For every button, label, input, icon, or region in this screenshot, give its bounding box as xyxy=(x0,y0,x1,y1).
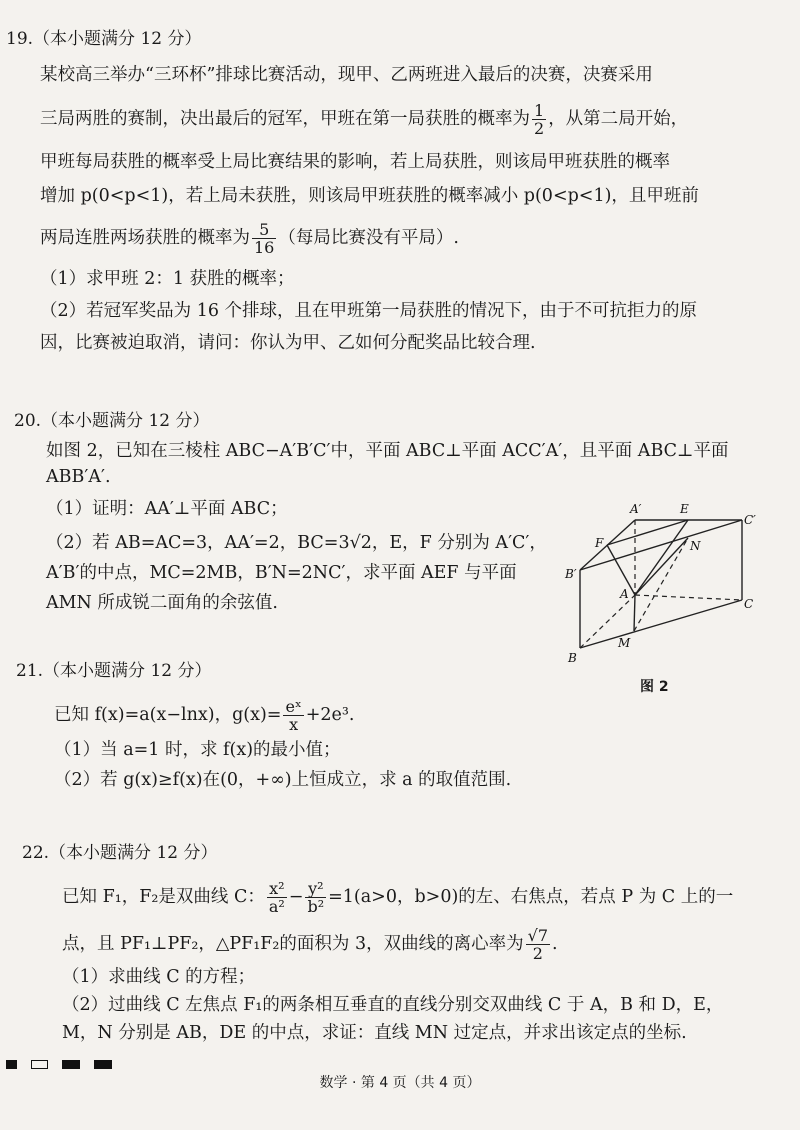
q20-part-2-a: （2）若 AB=AC=3，AA′=2，BC=3√2，E，F 分别为 A′C′， xyxy=(46,533,547,553)
label-a: A xyxy=(620,587,629,601)
q19-line-4: 增加 p(0<p<1)，若上局未获胜，则该局甲班获胜的概率减小 p(0<p<1)，且甲班前 xyxy=(40,186,699,206)
label-c-prime: C′ xyxy=(744,513,756,527)
label-b: B xyxy=(568,651,577,665)
label-n: N xyxy=(690,539,701,553)
q22-header: 22.（本小题满分 12 分） xyxy=(22,843,218,863)
question-21 xyxy=(16,658,636,793)
q19-fraction-5-16: $\frac{5}{16}$ xyxy=(254,220,275,257)
mark-hollow xyxy=(31,1060,48,1069)
q20-line-1: 如图 2，已知在三棱柱 ABC−A′B′C′中，平面 ABC⊥平面 ACC′A′，且平面 ABC⊥平面 xyxy=(46,441,729,461)
q22-part-2-a: （2）过曲线 C 左焦点 F₁的两条相互垂直的直线分别交双曲线 C 于 A，B 和 D，E， xyxy=(62,995,724,1015)
q20-part-1: （1）证明：AA′⊥平面 ABC； xyxy=(46,499,288,519)
q22-line-1: 已知 F₁，F₂是双曲线 C： $\frac{\text{x²}}{\text{a²}}$ − $\frac{\text{y²}}{\text{b²}}$ =1(a>0，b>0)的左、右焦点，若点 P 为 C 上的一 xyxy=(62,879,734,916)
label-a-prime: A′ xyxy=(630,502,642,516)
prism-figure xyxy=(560,500,780,675)
label-b-prime: B′ xyxy=(565,567,577,581)
label-m: M xyxy=(618,636,631,650)
q19-part-2-a: （2）若冠军奖品为 16 个排球，且在甲班第一局获胜的情况下，由于不可抗拒力的原 xyxy=(40,301,698,321)
q22-fraction-x2a2: $\frac{\text{x²}}{\text{a²}}$ xyxy=(268,879,285,916)
question-19 xyxy=(6,26,786,356)
q22-part-1: （1）求曲线 C 的方程； xyxy=(62,967,256,987)
page-footer: 数学 · 第 4 页（共 4 页） xyxy=(319,1075,481,1091)
q20-part-2-c: AMN 所成锐二面角的余弦值. xyxy=(46,593,278,613)
q19-line-1: 某校高三举办“三环杯”排球比赛活动，现甲、乙两班进入最后的决赛，决赛采用 xyxy=(40,65,653,85)
q19-line-2: 三局两胜的赛制，决出最后的冠军，甲班在第一局获胜的概率为 $\frac{1}{2}$ ，从第二局开始， xyxy=(40,101,689,138)
q22-fraction-y2b2: $\frac{\text{y²}}{\text{b²}}$ xyxy=(307,879,325,916)
alignment-marks xyxy=(6,1060,112,1069)
q19-part-2-b: 因，比赛被迫取消，请问：你认为甲、乙如何分配奖品比较合理. xyxy=(40,333,536,353)
q21-line-1: 已知 f(x)=a(x−lnx)，g(x)= $\frac{\text{eˣ}}{x}$ +2e³. xyxy=(54,697,355,734)
q22-line-2: 点，且 PF₁⊥PF₂，△PF₁F₂的面积为 3，双曲线的离心率为 $\frac{√7}{2}$ . xyxy=(62,926,558,963)
q21-part-2: （2）若 g(x)≥f(x)在(0，+∞)上恒成立，求 a 的取值范围. xyxy=(54,770,512,790)
label-e: E xyxy=(680,502,689,516)
q21-part-1: （1）当 a=1 时，求 f(x)的最小值； xyxy=(54,740,341,760)
label-f: F xyxy=(595,536,604,550)
q20-part-2-b: A′B′的中点，MC=2MB，B′N=2NC′，求平面 AEF 与平面 xyxy=(46,563,517,583)
q22-part-2-b: M，N 分别是 AB，DE 的中点，求证：直线 MN 过定点，并求出该定点的坐标. xyxy=(62,1023,687,1043)
q21-fraction: $\frac{\text{eˣ}}{x}$ xyxy=(285,697,302,734)
q20-line-2: ABB′A′. xyxy=(46,467,111,487)
q19-header: 19.（本小题满分 12 分） xyxy=(6,29,202,49)
mark-solid xyxy=(94,1060,112,1069)
mark-solid xyxy=(6,1060,17,1069)
q19-fraction-half: $\frac{1}{2}$ xyxy=(534,101,545,138)
q20-header: 20.（本小题满分 12 分） xyxy=(14,411,210,431)
q19-line-5: 两局连胜两场获胜的概率为 $\frac{5}{16}$ （每局比赛没有平局）. xyxy=(40,220,459,257)
mark-solid xyxy=(62,1060,80,1069)
figure-caption: 图 2 xyxy=(640,679,669,695)
q21-header: 21.（本小题满分 12 分） xyxy=(16,661,212,681)
q19-line-3: 甲班每局获胜的概率受上局比赛结果的影响，若上局获胜，则该局甲班获胜的概率 xyxy=(40,152,670,172)
q19-part-1: （1）求甲班 2：1 获胜的概率； xyxy=(40,269,295,289)
label-c: C xyxy=(744,597,754,611)
question-22 xyxy=(22,840,782,1046)
q22-fraction-eccentricity: $\frac{√7}{2}$ xyxy=(527,926,549,963)
